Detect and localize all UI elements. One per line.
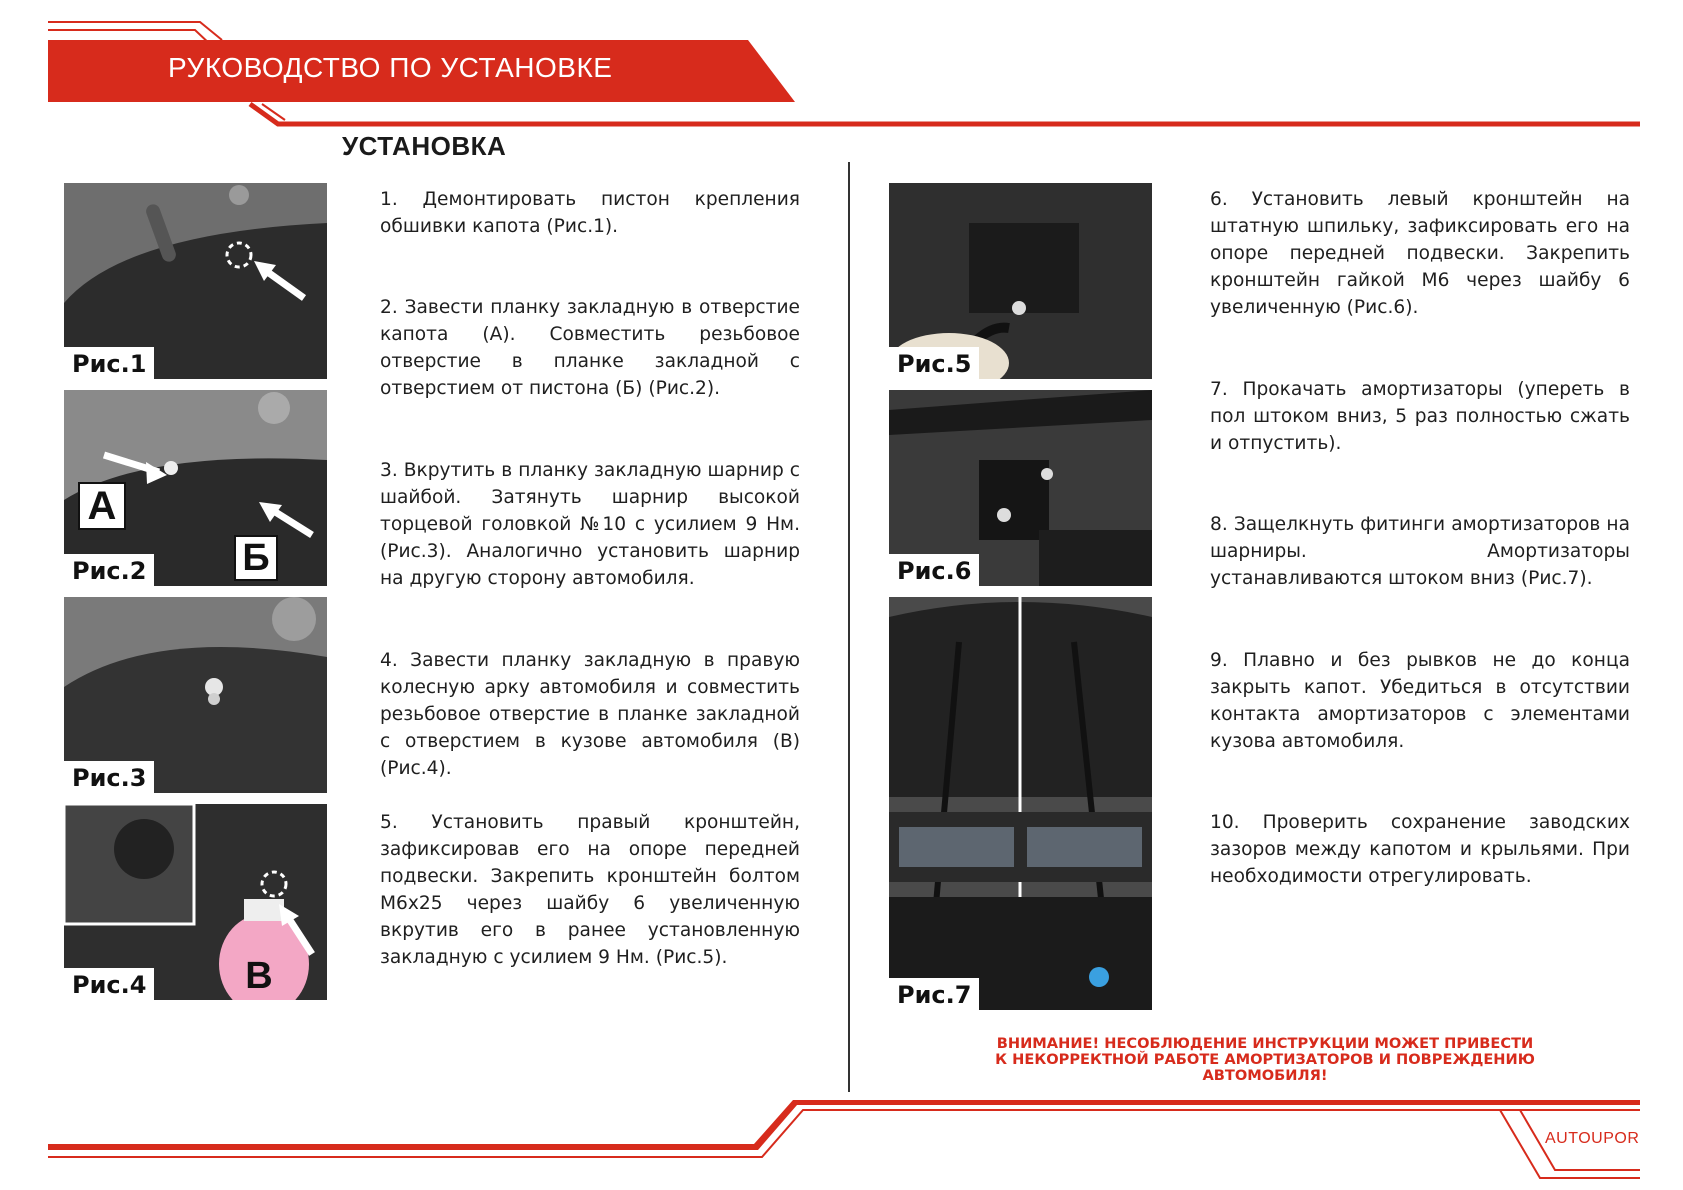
step-3: 3. Вкрутить в планку закладную шарнир с шайбой. Затянуть шарнир высокой торцевой головкой №10 с усилием 9 Нм. (Рис.3). Аналогично установить шарнир на другую сторону автомобиля. [380, 460, 800, 589]
figure-6-photo [889, 390, 1152, 586]
column-divider [848, 162, 850, 1092]
section-title: УСТАНОВКА [342, 131, 507, 161]
brand-logo-text: AUTOUPOR [1545, 1130, 1640, 1147]
step-10: 10. Проверить сохранение заводских зазоров между капотом и крыльями. При необходимости отрегулировать. [1210, 812, 1630, 887]
step-9: 9. Плавно и без рывков не до конца закрыть капот. Убедиться в отсутствии контакта амортизаторов с элементами кузова автомобиля. [1210, 650, 1630, 752]
step-6: 6. Установить левый кронштейн на штатную шпильку, зафиксировать его на опоре передней подвески. Закрепить кронштейн гайкой М6 через шайбу 6 увеличенную (Рис.6). [1210, 189, 1630, 318]
figure-5-photo [889, 183, 1152, 379]
figure-5-label: Рис.5 [889, 347, 979, 379]
step-2: 2. Завести планку закладную в отверстие капота (А). Совместить резьбовое отверстие в планке закладной с отверстием от пистона (Б) (Рис.2). [380, 297, 800, 399]
step-5: 5. Установить правый кронштейн, зафиксировав его на опоре передней подвески. Закрепить кронштейн болтом М6х25 через шайбу 6 увеличенную вкрутив его в ранее установленную закладную с усилием 9 Нм. (Рис.5). [380, 812, 800, 968]
step-4: 4. Завести планку закладную в правую колесную арку автомобиля и совместить резьбовое отверстие в планке закладной с отверстием в кузове автомобиля (В) (Рис.4). [380, 650, 800, 779]
step-7: 7. Прокачать амортизаторы (упереть в пол штоком вниз, 5 раз полностью сжать и отпустить). [1210, 379, 1630, 454]
warning-text: ВНИМАНИЕ! НЕСОБЛЮДЕНИЕ ИНСТРУКЦИИ МОЖЕТ ПРИВЕСТИ К НЕКОРРЕКТНОЙ РАБОТЕ АМОРТИЗАТОРОВ И ПОВРЕЖДЕНИЮ АВТОМОБИЛЯ! [995, 1035, 1535, 1084]
figure-3-photo [64, 597, 327, 793]
callout-v: В [245, 955, 273, 997]
figure-7-photo [889, 597, 1152, 1010]
step-1: 1. Демонтировать пистон крепления обшивки капота (Рис.1). [380, 189, 800, 237]
figure-1-label: Рис.1 [64, 347, 154, 379]
callout-b: Б [234, 535, 278, 581]
figure-2-photo [64, 390, 327, 586]
figure-7-label: Рис.7 [889, 978, 979, 1010]
figure-3-label: Рис.3 [64, 761, 154, 793]
figure-2-label: Рис.2 [64, 554, 154, 586]
figure-4-label: Рис.4 [64, 968, 154, 1000]
figure-6-label: Рис.6 [889, 554, 979, 586]
page-header-title: РУКОВОДСТВО ПО УСТАНОВКЕ [168, 52, 613, 83]
figure-1-photo [64, 183, 327, 379]
figure-4-photo [64, 804, 327, 1000]
callout-a: А [78, 482, 126, 530]
step-8: 8. Защелкнуть фитинги амортизаторов на шарниры. Амортизаторы устанавливаются штоком вниз (Рис.7). [1210, 514, 1630, 589]
